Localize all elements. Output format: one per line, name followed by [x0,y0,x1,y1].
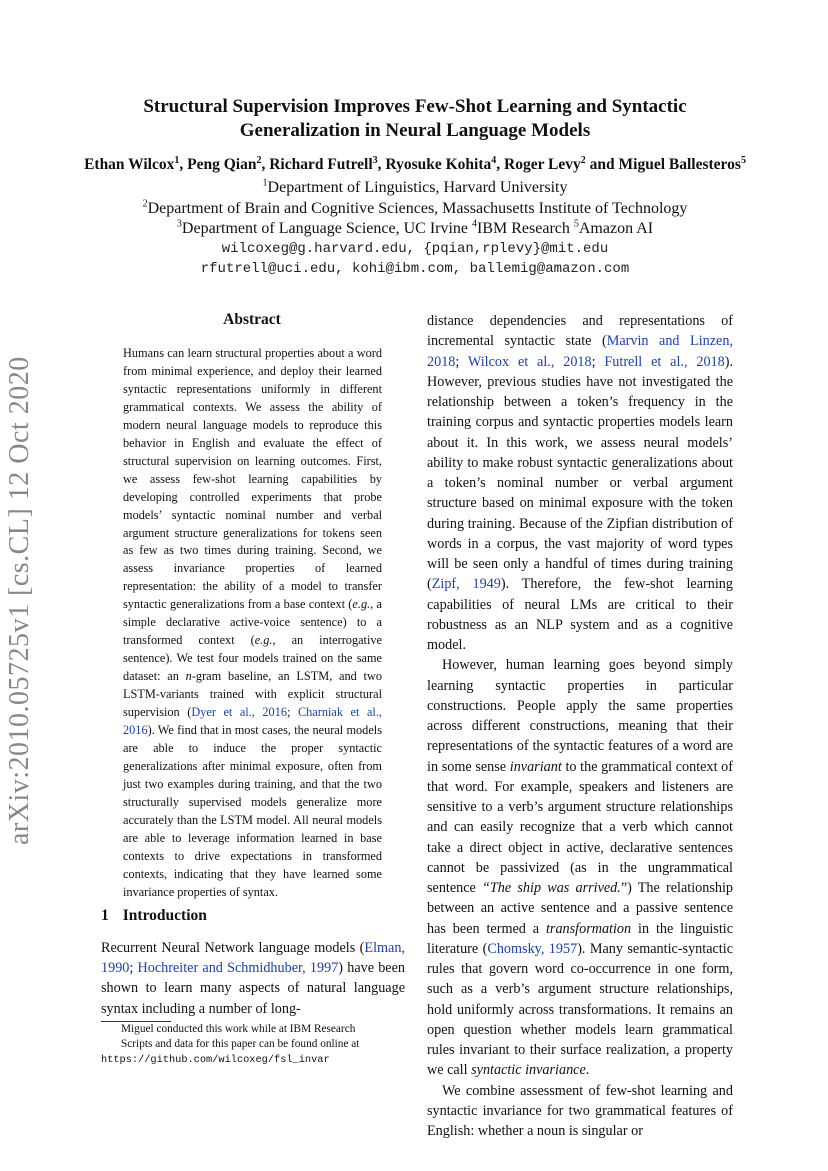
paragraph: distance dependencies and representations of incremental syntactic state (Marvin and Linzen, 2018; Wilcox et al., 2018; Futrell et al., 2018). However, previous studies have not investigated the relationship between a token’s frequency in the training corpus and syntactic properties models learn about it. In this work, we assess neural models’ ability to make robust syntactic generalizations about a token’s nominal number or verbal argument structure based on minimal exposure with the token during training. Because of the Zipfian distribution of words in a corpus, the vast majority of word types will be seen only a handful of times during training (Zipf, 1949). Therefore, the few-shot learning capabilities of neural LMs are critical to their robustness as an NLP system and as a cognitive model. [427,313,734,653]
author-name: Richard Futrell [269,156,373,173]
paper-title [40,95,790,143]
citation-link[interactable]: Marvin and Linzen, 2018 [427,333,733,370]
abstract-heading: Abstract [223,311,281,328]
title-line-2: Generalization in Neural Language Models [239,120,591,141]
citation-link[interactable]: Dyer et al., 2016 [191,705,287,720]
citation-link[interactable]: Charniak et al., 2016 [123,705,382,738]
affiliation-2: $^2$Department of Brain and Cognitive Sciences, Massachusetts Institute of Technology [142,198,688,217]
footnote: Miguel conducted this work while at IBM Research Scripts and data for this paper can be found online at https://github.com/wilcoxeg/fsl_invar [101,1022,405,1068]
email-line-2: rfutrell@uci.edu, kohi@ibm.com, ballemig@amazon.com [200,261,630,277]
author-name: Roger Levy [504,156,581,173]
author-affiliation-mark: 1 [174,154,180,166]
citation-link[interactable]: Zipf, 1949 [431,576,501,593]
paragraph: We combine assessment of few-shot learning and syntactic invariance for two grammatical features of English: whether a noun is singular or [427,1082,733,1139]
author-affiliation-mark: 3 [372,154,378,166]
abstract-text: Humans can learn structural properties about a word from minimal experience, and deploy their learned syntactic representations uniformly in different grammatical contexts. We assess the ability of modern neural language models to reproduce this behavior in English and evaluate the effect of structural supervision on learning outcomes. First, we assess few-shot learning capabilities by developing controlled experiments that probe models’ syntactic nominal number and verbal argument structure generalizations for tokens seen as few as two times during training. Second, we assess invariance properties of learned representation: the ability of a model to transfer syntactic generalizations from a base context (e.g., a simple declarative active-voice sentence) to a transformed context (e.g., an interrogative sentence). We test four models trained on the same dataset: an n-gram baseline, an LSTM, and two LSTM-variants trained with explicit structural supervision (Dyer et al., 2016; Charniak et al., 2016). We find that in most cases, the neural models are able to induce the proper syntactic generalizations after minimal exposure, often from just two examples during training, and that the two structurally supervised models generalize more accurately than the LSTM model. All neural models are able to leverage information learned in base contexts to drive expectations in transformed contexts, indicating that they have learned some invariance properties of syntax. [123,346,382,899]
author-affiliation-mark: 2 [256,154,262,166]
affiliation-3-4-5: $^3$Department of Language Science, UC Irvine $^4$IBM Research $^5$Amazon AI [176,218,654,237]
introduction-text: Recurrent Neural Network language models (Elman, 1990; Hochreiter and Schmidhuber, 1997) have been shown to learn many aspects of natural language syntax including a number of long- [101,940,405,1017]
footnote-url[interactable]: https://github.com/wilcoxeg/fsl_invar [101,1053,330,1066]
citation-link[interactable]: Chomsky, 1957 [487,940,578,957]
citation-link[interactable]: Wilcox et al., 2018 [467,353,592,370]
paragraph: However, human learning goes beyond simply learning syntactic properties in particular constructions. People apply the same properties across different constructions, meaning that their representations of the syntactic features of a word are in some sense invariant to the grammatical context of that word. For example, speakers and listeners are sensitive to a verb’s argument structure relationships and can easily recognize that a verb which cannot take a direct object in active, declarative sentences cannot be passivized (as in the ungrammatical sentence “The ship was arrived.”) The relationship between an active sentence and a passive sentence has been termed a transformation in the linguistic literature (Chomsky, 1957). Many semantic-syntactic rules that govern word co-occurrence in one form, such as a verb’s argument structure relationships, hold uniformly across transformations. It remains an open question whether models learn grammatical rules invariant to their surface realization, a property we call syntactic invariance. [427,657,733,1079]
citation-link[interactable]: Elman, 1990 [101,940,405,977]
arxiv-identifier-stamp: arXiv:2010.05725v1 [cs.CL] 12 Oct 2020 [4,356,35,845]
email-line-1: wilcoxeg@g.harvard.edu, {pqian,rplevy}@mit.edu [221,241,609,257]
right-column-text [427,311,733,1141]
author-name: Ethan Wilcox [84,156,175,173]
author-name: Miguel Ballesteros [618,156,741,173]
author-list: Ethan Wilcox$^1$, Peng Qian$^2$, Richard Futrell$^3$, Ryosuke Kohita$^4$, Roger Levy$^2$ and Miguel Ballesteros$^5$ [84,154,746,173]
author-affiliation-mark: 4 [491,154,497,166]
author-name: Ryosuke Kohita [385,156,492,173]
section-heading-introduction: 1 Introduction [101,907,207,924]
citation-link[interactable]: Futrell et al., 2018 [604,353,725,370]
title-line-1: Structural Supervision Improves Few-Shot Learning and Syntactic [143,96,687,117]
author-name: Peng Qian [187,156,257,173]
author-affiliation-mark: 2 [580,154,586,166]
citation-link[interactable]: Hochreiter and Schmidhuber, 1997 [137,960,339,977]
affiliation-1: $^1$Department of Linguistics, Harvard University [262,177,568,196]
author-affiliation-mark: 5 [740,154,746,166]
